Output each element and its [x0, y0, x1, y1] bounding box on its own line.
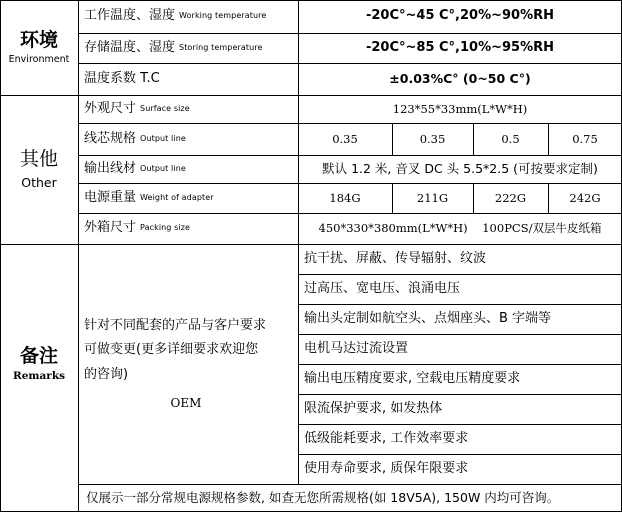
remarks-title: 备注 [19, 344, 58, 367]
environment-title: 环境 [19, 28, 58, 51]
remark-item-2: 过高压、宽电压、浪涌电压 [304, 280, 461, 296]
output-line-value-1: 0.35 [332, 131, 358, 146]
surface-size-value: 123*55*33mm(L*W*H) [392, 101, 528, 116]
storing-temp-label-en: Storing temperature [179, 42, 263, 52]
output-wire-label-en: Output line [140, 163, 186, 173]
remarks-title-en: Remarks [12, 369, 66, 382]
output-wire-value: 默认 1.2 米, 音叉 DC 头 5.5*2.5 (可按要求定制) [322, 161, 598, 177]
remark-item-7: 低级能耗要求, 工作效率要求 [304, 430, 469, 446]
working-temp-label-en: Working temperature [179, 11, 267, 21]
weight-value-4: 242G [569, 190, 601, 205]
remark-item-8: 使用寿命要求, 质保年限要求 [304, 460, 469, 476]
other-title: 其他 [19, 148, 58, 171]
remark-item-5: 输出电压精度要求, 空载电压精度要求 [304, 370, 521, 386]
weight-label-en: Weight of adapter [140, 192, 214, 202]
remarks-text-line-2: 可做变更(更多详细要求欢迎您 [84, 342, 259, 358]
other-title-en: Other [21, 175, 57, 191]
output-line-value-4: 0.75 [572, 131, 598, 146]
remark-item-3: 输出头定制如航空头、点烟座头、B 字端等 [304, 310, 552, 326]
storing-temp-value: -20C°~85 C°,10%~95%RH [365, 39, 555, 55]
packing-size-label-en: Packing size [140, 223, 191, 233]
output-line-value-2: 0.35 [419, 131, 446, 146]
output-wire-label-zh: 输出线材 [84, 160, 137, 176]
surface-size-label-en: Surface size [140, 103, 190, 113]
weight-value-1: 184G [329, 190, 361, 205]
remark-item-4: 电机马达过流设置 [304, 340, 409, 356]
packing-size-label-zh: 外箱尺寸 [84, 220, 137, 236]
remark-item-6: 限流保护要求, 如发热体 [304, 400, 443, 416]
remarks-text-line-1: 针对不同配套的产品与客户要求 [84, 317, 267, 333]
storing-temp-label-zh: 存储温度、湿度 [84, 39, 176, 55]
footer-note: 仅展示一部分常规电源规格参数, 如查无您所需规格(如 18V5A), 150W 内均可咨询。 [86, 490, 560, 506]
output-line-value-3: 0.5 [501, 131, 520, 146]
output-line-label-zh: 线芯规格 [84, 130, 137, 146]
environment-title-en: Environment [8, 53, 70, 65]
working-temp-value: -20C°~45 C°,20%~90%RH [365, 8, 555, 24]
working-temp-label-zh: 工作温度、湿度 [84, 8, 176, 24]
packing-size-value: 450*330*380mm(L*W*H) 100PCS/双层牛皮纸箱 [318, 221, 602, 236]
weight-value-2: 211G [416, 190, 449, 205]
temp-coefficient-value: ±0.03%C° (0~50 C°) [389, 71, 531, 87]
oem-label: OEM [170, 395, 202, 410]
weight-label-zh: 电源重量 [84, 189, 137, 205]
remark-item-1: 抗干扰、屏蔽、传导辐射、纹波 [304, 250, 487, 266]
output-line-label-en: Output line [140, 133, 186, 143]
table-border [1, 1, 622, 512]
weight-value-3: 222G [494, 190, 527, 205]
surface-size-label-zh: 外观尺寸 [84, 100, 137, 116]
remarks-text-line-3: 的咨询) [84, 366, 129, 382]
temp-coefficient-label-zh: 温度系数 T.C [84, 70, 160, 86]
